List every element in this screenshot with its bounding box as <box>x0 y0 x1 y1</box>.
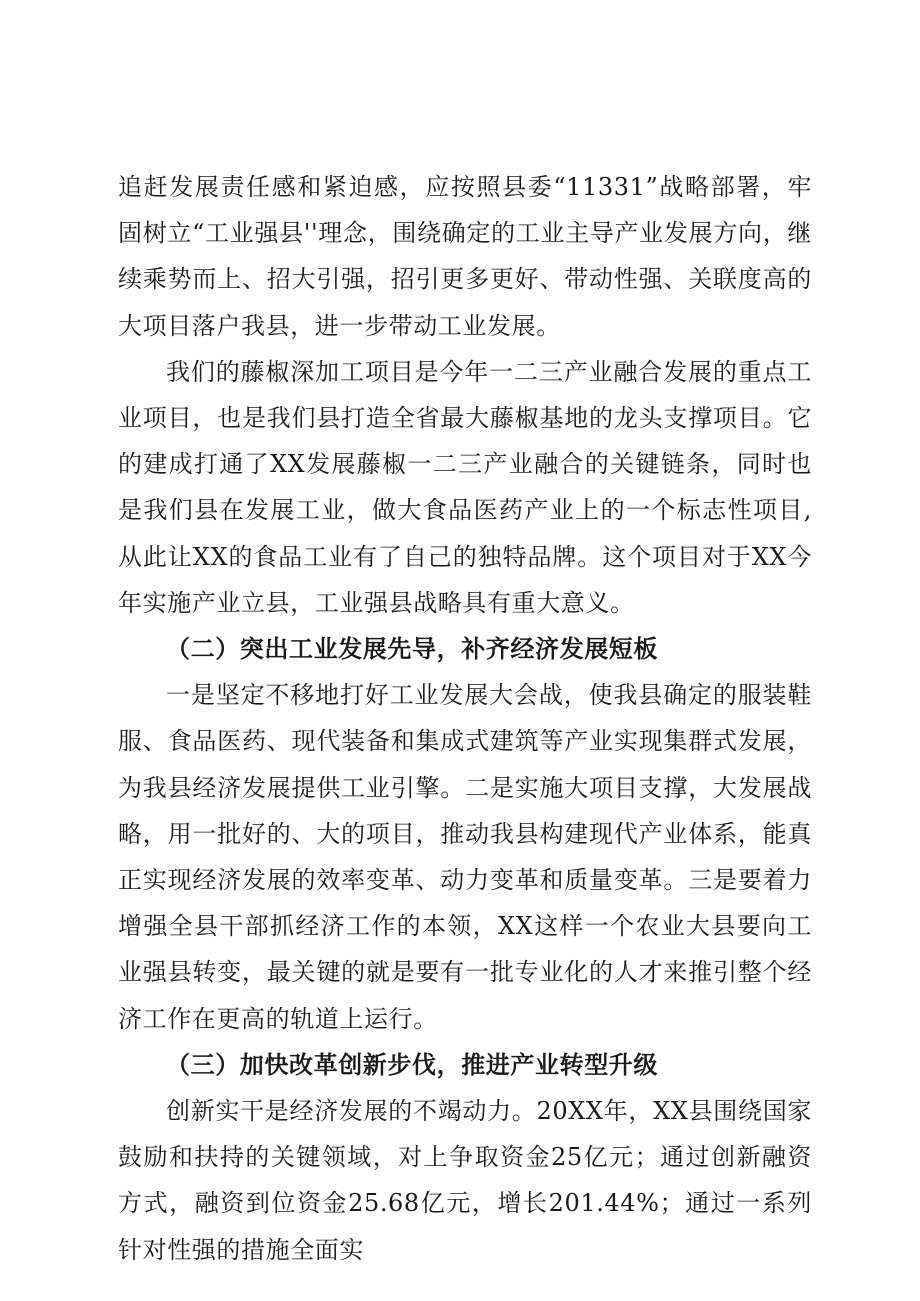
paragraph-tengjiao-project: 我们的藤椒深加工项目是今年一二三产业融合发展的重点工业项目，也是我们县打造全省最大藤椒基地的龙头支撑项目。它的建成打通了XX发展藤椒一二三产业融合的关键链条，同时也是我们县在发展工业，做大食品医药产业上的一个标志性项目,从此让XX的食品工业有了自己的独特品牌。这个项目对于XX今年实施产业立县，工业强县战略具有重大意义。 <box>118 357 812 617</box>
section-heading-2: （二）突出工业发展先导，补齐经济发展短板 <box>166 634 658 664</box>
paragraph-innovation: 创新实干是经济发展的不竭动力。20XX年，XX县围绕国家鼓励和扶持的关键领域，对上争取资金25亿元；通过创新融资方式，融资到位资金25.68亿元，增长201.44%；通过一系列针对性强的措施全面实 <box>118 1097 812 1264</box>
document-body <box>118 164 812 1273</box>
paragraph-industry-development: 一是坚定不移地打好工业发展大会战，使我县确定的服装鞋服、食品医药、现代装备和集成式建筑等产业实现集群式发展，为我县经济发展提供工业引擎。二是实施大项目支撑，大发展战略，用一批好的、大的项目，推动我县构建现代产业体系，能真正实现经济发展的效率变革、动力变革和质量变革。三是要着力增强全县干部抓经济工作的本领，XX这样一个农业大县要向工业强县转变，最关键的就是要有一批专业化的人才来推引整个经济工作在更高的轨道上运行。 <box>118 681 812 1033</box>
paragraph-continuation: 追赶发展责任感和紧迫感，应按照县委“11331”战略部署，牢固树立“工业强县''理念，围绕确定的工业主导产业发展方向，继续乘势而上、招大引强，招引更多更好、带动性强、关联度高的大项目落户我县，进一步带动工业发展。 <box>118 173 812 340</box>
section-heading-3: （三）加快改革创新步伐，推进产业转型升级 <box>166 1049 658 1079</box>
